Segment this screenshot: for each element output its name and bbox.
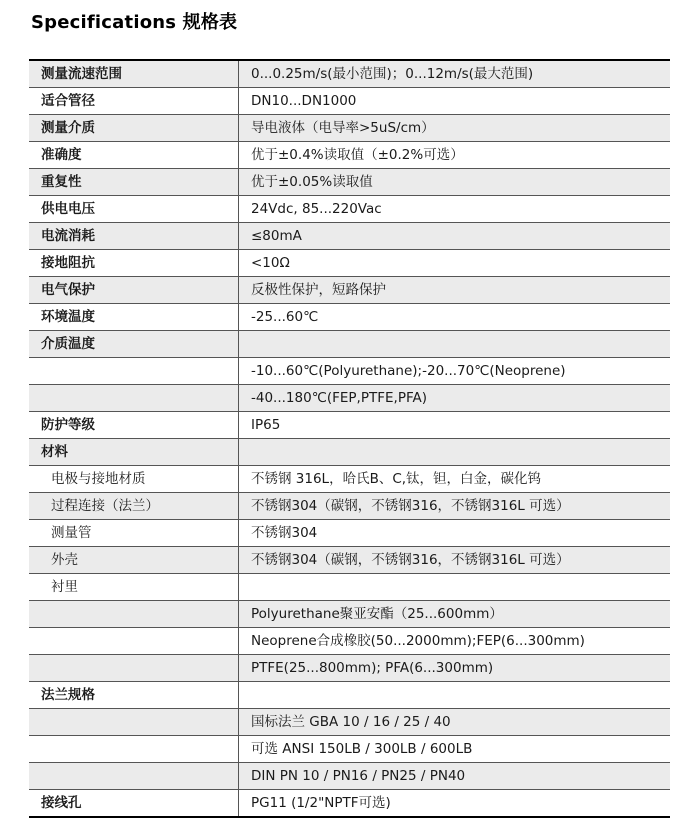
table-row (29, 439, 670, 466)
spec-label: 测量流速范围 (29, 60, 239, 88)
table-row (29, 88, 670, 115)
table-row (29, 250, 670, 277)
spec-value: 可选 ANSI 150LB / 300LB / 600LB (239, 736, 671, 763)
spec-table (29, 59, 670, 818)
spec-label (29, 628, 239, 655)
table-row (29, 385, 670, 412)
spec-value: 国标法兰 GBA 10 / 16 / 25 / 40 (239, 709, 671, 736)
spec-value: -25...60℃ (239, 304, 671, 331)
spec-value: DIN PN 10 / PN16 / PN25 / PN40 (239, 763, 671, 790)
table-row (29, 142, 670, 169)
spec-label: 过程连接（法兰） (29, 493, 239, 520)
table-row (29, 628, 670, 655)
spec-value: -40...180℃(FEP,PTFE,PFA) (239, 385, 671, 412)
spec-label (29, 385, 239, 412)
spec-label: 衬里 (29, 574, 239, 601)
spec-value: 不锈钢304 (239, 520, 671, 547)
table-row (29, 331, 670, 358)
table-row (29, 60, 670, 88)
spec-label: 材料 (29, 439, 239, 466)
spec-label: 测量介质 (29, 115, 239, 142)
table-row (29, 412, 670, 439)
spec-label: 法兰规格 (29, 682, 239, 709)
table-row (29, 277, 670, 304)
spec-value: IP65 (239, 412, 671, 439)
spec-value: 24Vdc, 85...220Vac (239, 196, 671, 223)
spec-label: 重复性 (29, 169, 239, 196)
table-row (29, 601, 670, 628)
table-row (29, 655, 670, 682)
spec-label: 适合管径 (29, 88, 239, 115)
spec-label (29, 655, 239, 682)
spec-label: 接地阻抗 (29, 250, 239, 277)
spec-value: PTFE(25...800mm); PFA(6...300mm) (239, 655, 671, 682)
table-row (29, 169, 670, 196)
spec-label: 供电电压 (29, 196, 239, 223)
spec-value: 不锈钢304（碳钢，不锈钢316，不锈钢316L 可选） (239, 547, 671, 574)
spec-value: <10Ω (239, 250, 671, 277)
spec-value: DN10...DN1000 (239, 88, 671, 115)
spec-label: 测量管 (29, 520, 239, 547)
table-row (29, 709, 670, 736)
spec-label (29, 358, 239, 385)
spec-label: 外壳 (29, 547, 239, 574)
table-row (29, 115, 670, 142)
spec-value: -10...60℃(Polyurethane);-20...70℃(Neoprene) (239, 358, 671, 385)
spec-value (239, 682, 671, 709)
table-row (29, 763, 670, 790)
table-row (29, 466, 670, 493)
table-row (29, 196, 670, 223)
table-row (29, 682, 670, 709)
spec-label (29, 763, 239, 790)
spec-label: 电流消耗 (29, 223, 239, 250)
spec-value: 优于±0.05%读取值 (239, 169, 671, 196)
spec-value: 0...0.25m/s(最小范围)；0...12m/s(最大范围) (239, 60, 671, 88)
spec-value: 不锈钢304（碳钢，不锈钢316，不锈钢316L 可选） (239, 493, 671, 520)
table-row (29, 574, 670, 601)
table-row (29, 547, 670, 574)
spec-value: 导电液体（电导率>5uS/cm） (239, 115, 671, 142)
spec-value: Polyurethane聚亚安酯（25...600mm） (239, 601, 671, 628)
spec-value: PG11 (1/2"NPTF可选) (239, 790, 671, 818)
table-row (29, 223, 670, 250)
spec-label: 电气保护 (29, 277, 239, 304)
spec-label (29, 601, 239, 628)
spec-label: 准确度 (29, 142, 239, 169)
spec-label (29, 736, 239, 763)
spec-value: Neoprene合成橡胶(50...2000mm);FEP(6...300mm) (239, 628, 671, 655)
table-row (29, 520, 670, 547)
table-row (29, 358, 670, 385)
page-title: Specifications 规格表 (31, 12, 238, 33)
spec-table-body (29, 60, 670, 817)
spec-value: 反极性保护，短路保护 (239, 277, 671, 304)
spec-label: 防护等级 (29, 412, 239, 439)
spec-label: 电极与接地材质 (29, 466, 239, 493)
table-row (29, 493, 670, 520)
spec-label: 介质温度 (29, 331, 239, 358)
table-row (29, 790, 670, 818)
spec-value (239, 439, 671, 466)
spec-value: ≤80mA (239, 223, 671, 250)
spec-value: 不锈钢 316L，哈氏B、C,钛，钽，白金，碳化钨 (239, 466, 671, 493)
spec-value: 优于±0.4%读取值（±0.2%可选） (239, 142, 671, 169)
spec-value (239, 574, 671, 601)
spec-label (29, 709, 239, 736)
spec-value (239, 331, 671, 358)
spec-label: 环境温度 (29, 304, 239, 331)
spec-label: 接线孔 (29, 790, 239, 818)
table-row (29, 304, 670, 331)
table-row (29, 736, 670, 763)
